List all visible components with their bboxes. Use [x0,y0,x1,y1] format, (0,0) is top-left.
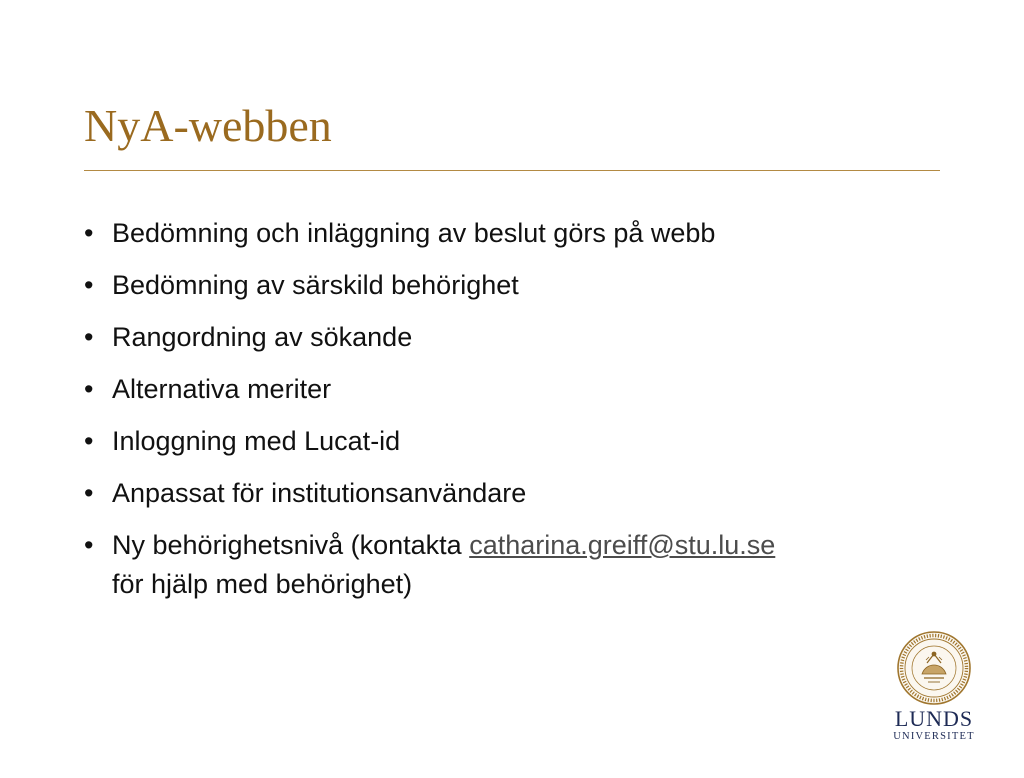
bullet-marker: • [84,426,94,456]
bullet-text: Anpassat för institutionsanvändare [112,478,527,508]
bullet-text: Bedömning av särskild behörighet [112,270,519,300]
bullet-marker: • [84,322,94,352]
bullet-text: Inloggning med Lucat-id [112,426,401,456]
email-link[interactable]: catharina.greiff@stu.lu.se [469,530,776,560]
title-divider [84,170,940,171]
bullet-marker: • [84,478,94,508]
bullet-item [84,318,944,357]
university-seal-icon [896,630,972,706]
university-logo [884,630,984,748]
bullet-marker: • [84,218,94,248]
bullet-marker: • [84,374,94,404]
bullet-text: Alternativa meriter [112,374,332,404]
bullet-marker: • [84,530,94,560]
bullet-text-after: för hjälp med behörighet) [112,569,413,599]
logo-subtitle: UNIVERSITET [893,731,975,742]
bullet-item [84,214,944,253]
bullet-text: Bedömning och inläggning av beslut görs på webb [112,218,716,248]
slide-title: NyA-webben [84,100,332,151]
bullet-item [84,474,944,513]
bullet-text: Rangordning av sökande [112,322,413,352]
bullet-item [84,266,944,305]
bullet-list [84,214,944,617]
logo-wordmark: LUNDS [894,706,974,731]
bullet-marker: • [84,270,94,300]
bullet-item [84,422,944,461]
bullet-text-before: Ny behörighetsnivå (kontakta [112,530,470,560]
bullet-item-contact [84,526,944,604]
bullet-item [84,370,944,409]
